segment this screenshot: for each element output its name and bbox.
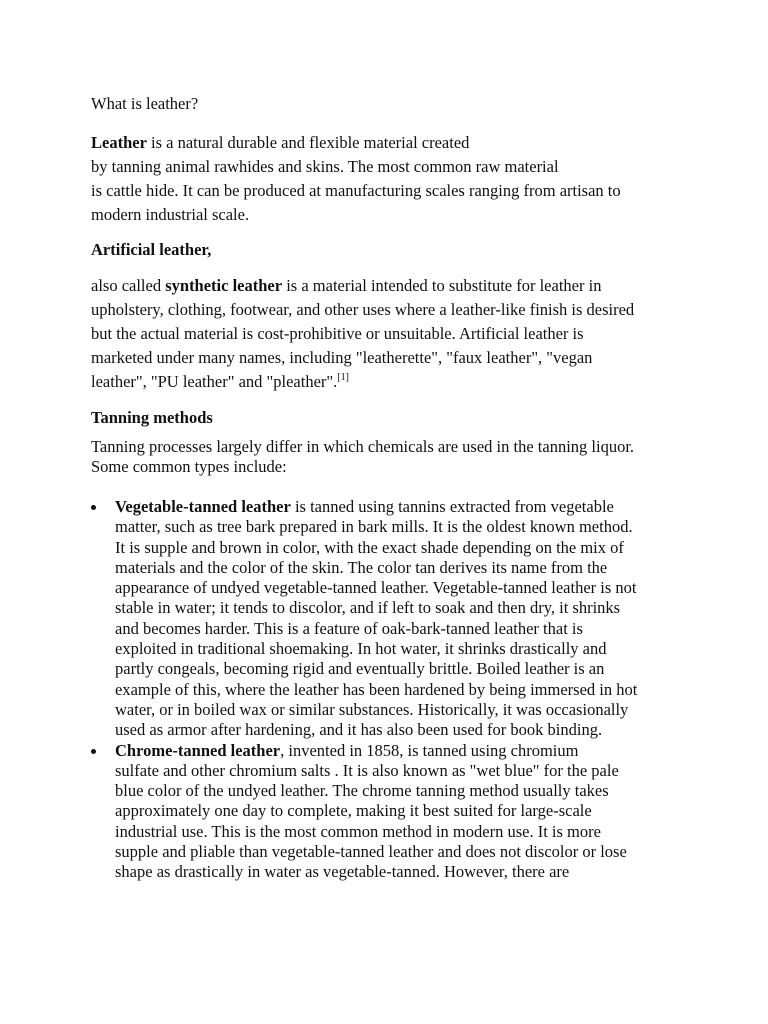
paragraph-line: Vegetable-tanned leather is tanned using tannins extracted from vegetable (115, 497, 614, 516)
paragraph-line: materials and the color of the skin. The color tan derives its name from the (115, 557, 608, 577)
paragraph-line: exploited in traditional shoemaking. In hot water, it shrinks drastically and (115, 639, 607, 659)
paragraph-line: stable in water; it tends to discolor, and if left to soak and then dry, it shrinks (115, 598, 621, 618)
heading-text: Artificial leather, (91, 240, 212, 259)
paragraph-line: supple and pliable than vegetable-tanned leather and does not discolor or lose (115, 842, 627, 862)
paragraph-line: but the actual material is cost-prohibitive or unsuitable. Artificial leather is (91, 324, 584, 343)
paragraph-line: blue color of the undyed leather. The chrome tanning method usually takes (115, 781, 609, 801)
artificial-leather-heading (91, 238, 211, 262)
chrome-tanned-term: Chrome-tanned leather (115, 740, 281, 760)
tanning-intro-paragraph (91, 437, 634, 478)
paragraph-line: leather", "PU leather" and "pleather".[1] (91, 372, 349, 391)
synthetic-leather-term: synthetic leather (165, 276, 283, 295)
paragraph-line: sulfate and other chromium salts . It is also known as "wet blue" for the pale (115, 760, 619, 780)
paragraph-line: example of this, where the leather has been hardened by being immersed in hot (115, 679, 638, 699)
paragraph-line: Tanning processes largely differ in which chemicals are used in the tanning liquor. (91, 437, 635, 456)
paragraph-line: used as armor after hardening, and it has also been used for book binding. (115, 720, 603, 740)
paragraph-line: modern industrial scale. (91, 205, 250, 224)
document-title (91, 92, 198, 116)
paragraph-line: is cattle hide. It can be produced at manufacturing scales ranging from artisan to (91, 181, 621, 200)
paragraph-line: partly congeals, becoming rigid and eventually brittle. Boiled leather is an (115, 659, 605, 679)
bullet-icon (91, 505, 96, 510)
paragraph-line: Chrome-tanned leather, invented in 1858, is tanned using chromium (115, 740, 579, 760)
paragraph-line: matter, such as tree bark prepared in bark mills. It is the oldest known method. (115, 517, 633, 537)
paragraph-line: Leather is a natural durable and flexible material created (91, 133, 470, 152)
tanning-methods-heading (91, 406, 213, 430)
paragraph-line: industrial use. This is the most common method in modern use. It is more (115, 821, 601, 841)
paragraph-line: and becomes harder. This is a feature of oak-bark-tanned leather that is (115, 618, 583, 638)
artificial-leather-paragraph (91, 274, 634, 394)
list-item (91, 741, 637, 883)
paragraph-line: marketed under many names, including "leatherette", "faux leather", "vegan (91, 348, 593, 367)
bullet-icon (91, 749, 96, 754)
leather-paragraph (91, 131, 621, 227)
paragraph-line: shape as drastically in water as vegetable-tanned. However, there are (115, 862, 570, 882)
paragraph-line: also called synthetic leather is a material intended to substitute for leather in (91, 276, 602, 295)
paragraph-line: appearance of undyed vegetable-tanned leather. Vegetable-tanned leather is not (115, 578, 637, 598)
tanning-types-list (91, 497, 637, 883)
title-text: What is leather? (91, 94, 199, 113)
vegetable-tanned-term: Vegetable-tanned leather (115, 497, 291, 516)
paragraph-line: approximately one day to complete, making it best suited for large-scale (115, 801, 592, 821)
leather-term: Leather (91, 133, 147, 152)
paragraph-line: upholstery, clothing, footwear, and other uses where a leather-like finish is desired (91, 300, 635, 319)
paragraph-line: Some common types include: (91, 457, 287, 477)
paragraph-line: It is supple and brown in color, with the exact shade depending on the mix of (115, 537, 624, 557)
paragraph-line: water, or in boiled wax or similar substances. Historically, it was occasionally (115, 699, 629, 719)
heading-text: Tanning methods (91, 408, 213, 427)
paragraph-line: by tanning animal rawhides and skins. The most common raw material (91, 157, 559, 176)
list-item (91, 497, 637, 741)
citation-link[interactable]: [1] (337, 372, 349, 383)
